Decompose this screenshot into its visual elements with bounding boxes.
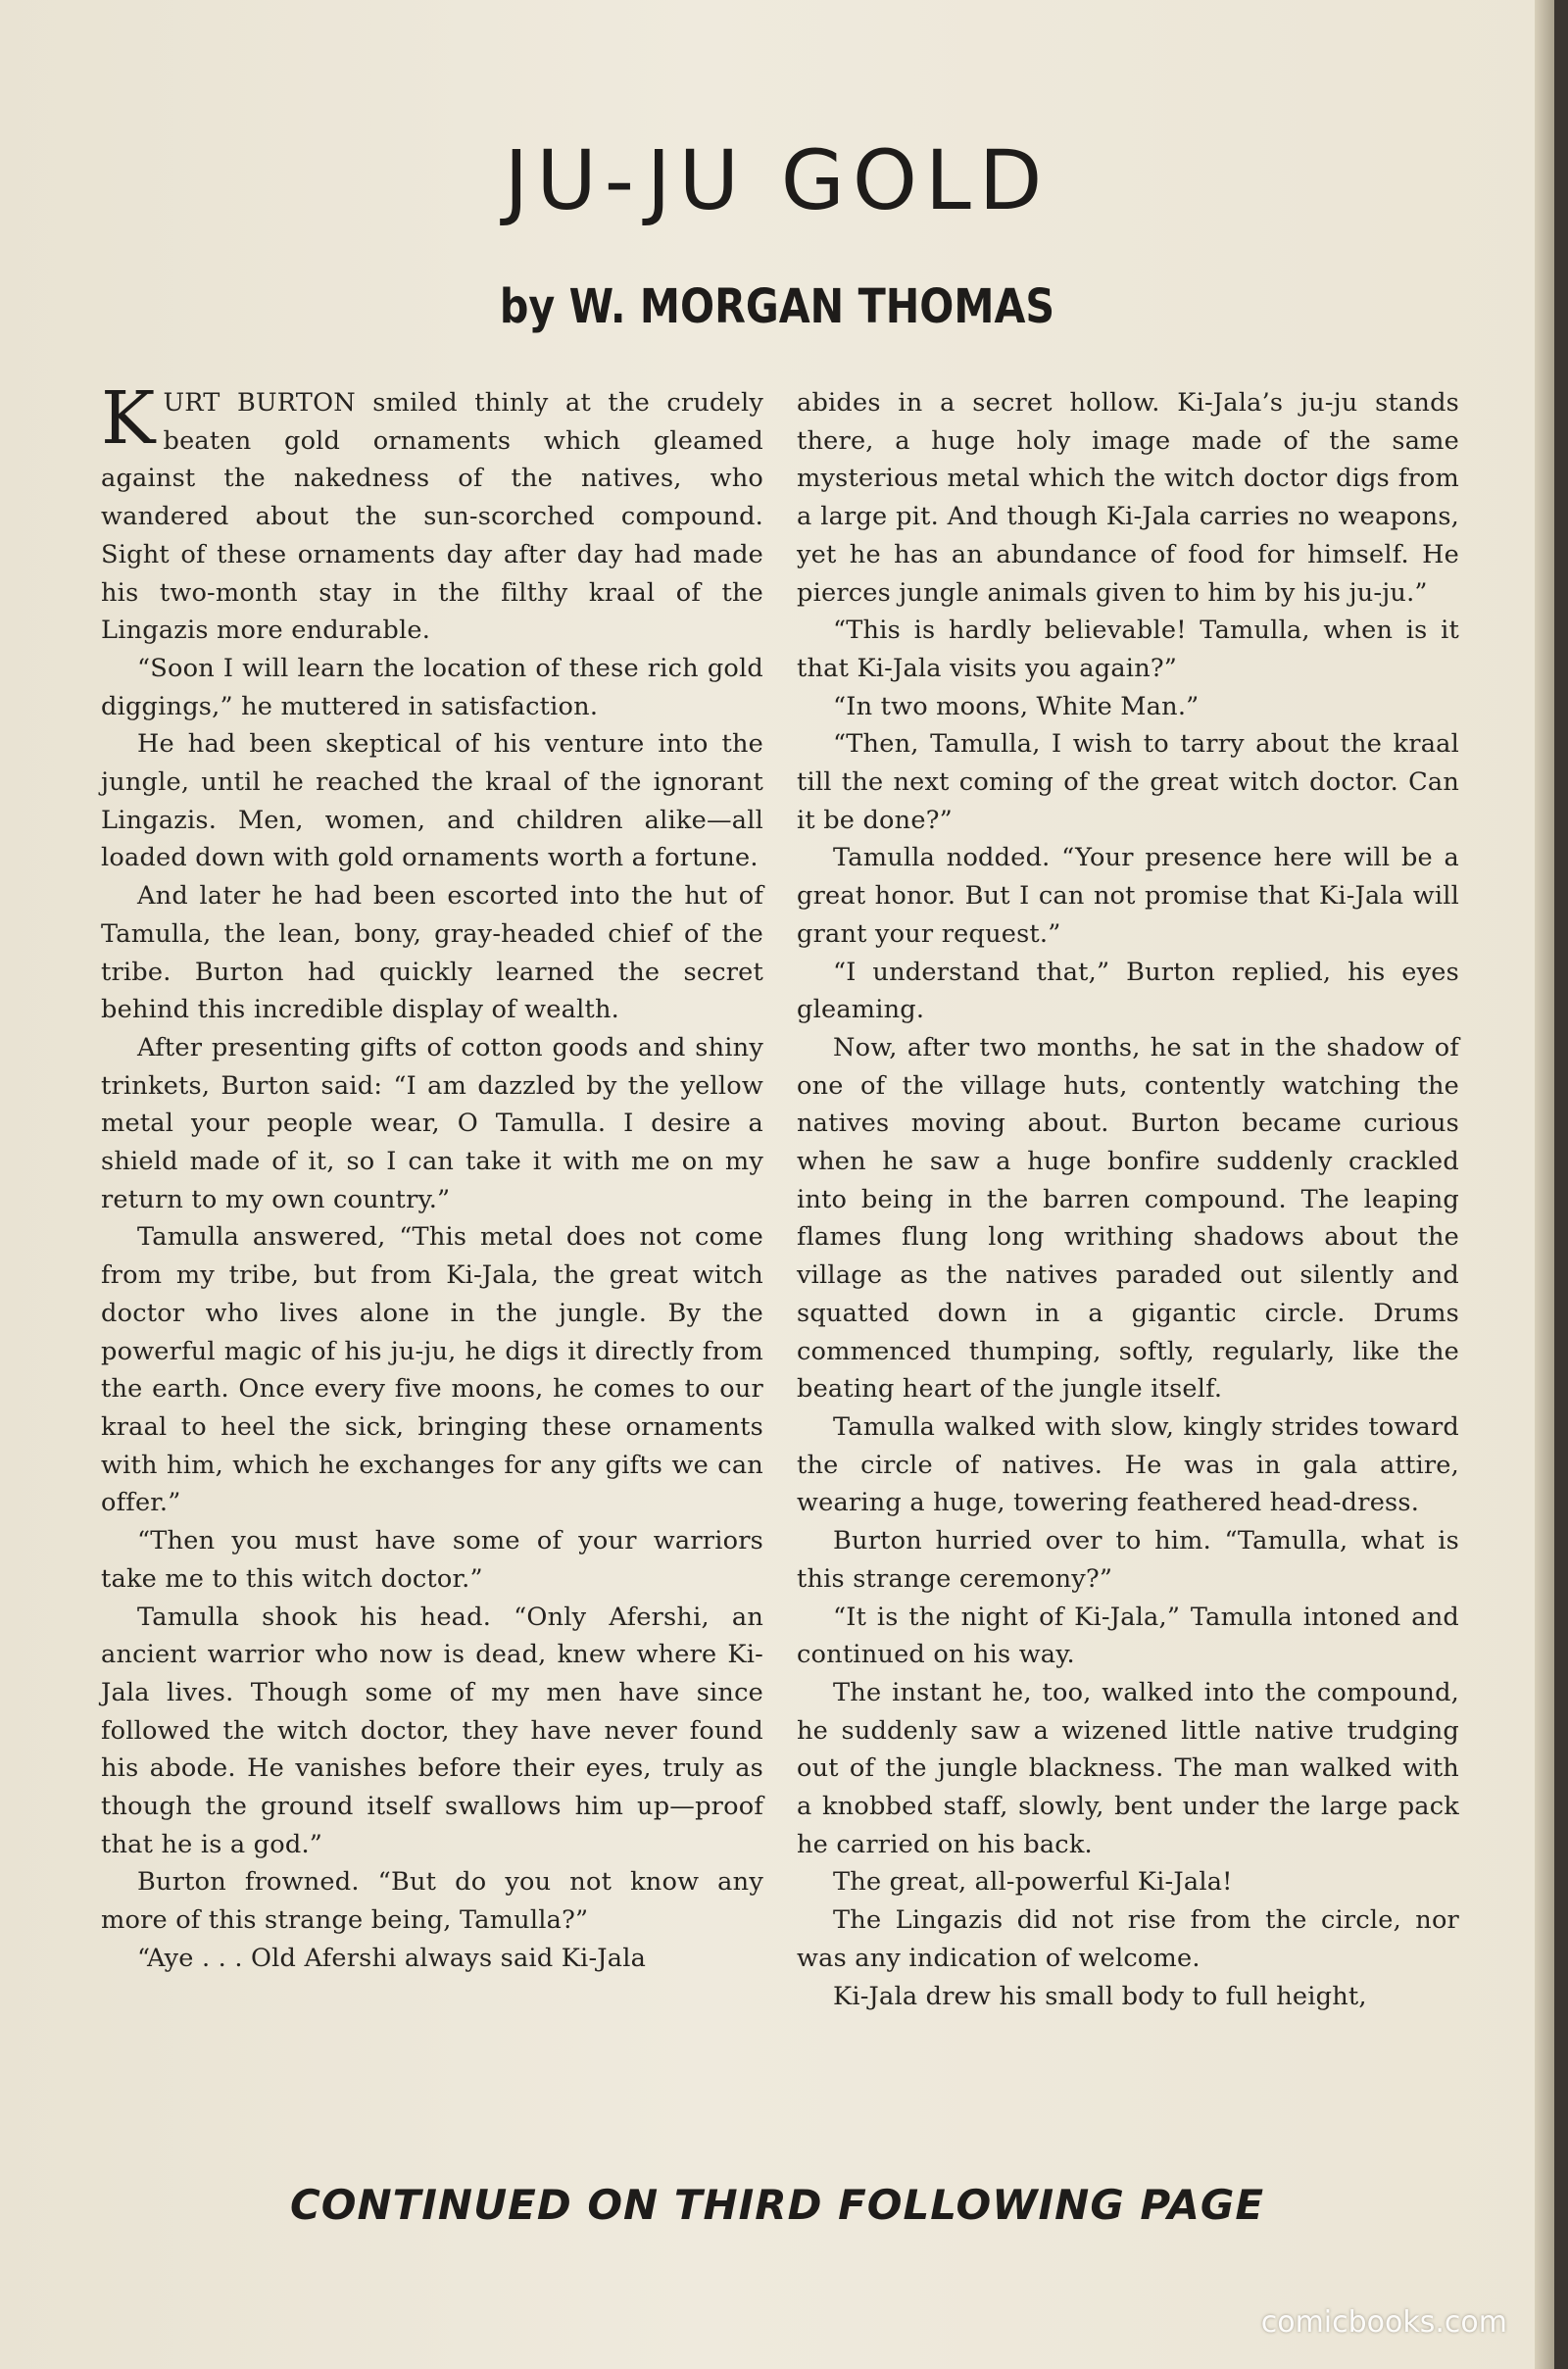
paragraph: Now, after two months, he sat in the shadow of one of the village huts, contently watching the natives moving about. Burton became curious when he saw a huge bonfire suddenly crackled into being in the barren compound. The leaping flames flung long writhing shadows about the village as the natives paraded out silently and squatted down in a gigantic circle. Drums commenced thumping, softly, regularly, like the beating heart of the jungle itself. xyxy=(797,1032,1459,1405)
paragraph: Burton hurried over to him. “Tamulla, what is this strange ceremony?” xyxy=(797,1526,1459,1594)
paragraph: “It is the night of Ki-Jala,” Tamulla intoned and continued on his way. xyxy=(797,1602,1459,1670)
paragraph: Tamulla walked with slow, kingly strides toward the circle of natives. He was in gala attire, wearing a huge, towering feathered head-dress. xyxy=(797,1411,1459,1518)
paragraph: Tamulla shook his head. “Only Afershi, an ancient warrior who now is dead, knew where Ki-Jala lives. Though some of my men have since followed the witch doctor, they have never found his abode. He vanishes before their eyes, truly as though the ground itself swallows him up—proof that he is a god.” xyxy=(101,1602,763,1859)
right-column xyxy=(797,384,1459,2015)
paragraph: He had been skeptical of his venture into the jungle, until he reached the kraal of the ignorant Lingazis. Men, women, and children alike—all loaded down with gold ornaments worth a fortune. xyxy=(101,729,763,873)
paragraph: “Then you must have some of your warriors take me to this witch doctor.” xyxy=(101,1526,763,1594)
paragraph: “Soon I will learn the location of these rich gold diggings,” he muttered in satisfaction. xyxy=(101,653,763,721)
left-column xyxy=(101,376,763,1978)
byline: by W. MORGAN THOMAS xyxy=(499,279,1055,334)
paragraph: “Aye . . . Old Afershi always said Ki-Jala xyxy=(137,1943,647,1973)
paragraph xyxy=(101,376,763,650)
paragraph: “In two moons, White Man.” xyxy=(833,691,1200,721)
continued-footer: CONTINUED ON THIRD FOLLOWING PAGE xyxy=(289,2181,1265,2229)
page-edge xyxy=(1535,0,1554,2369)
paragraph: “Then, Tamulla, I wish to tarry about the kraal till the next coming of the great witch doctor. Can it be done?” xyxy=(797,729,1459,835)
paragraph: Tamulla answered, “This metal does not come from my tribe, but from Ki-Jala, the great witch doctor who lives alone in the jungle. By the powerful magic of his ju-ju, he digs it directly from the earth. Once every five moons, he comes to our kraal to heel the sick, bringing these ornaments with him, which he exchanges for any gifts we can offer.” xyxy=(101,1222,763,1518)
paragraph: The Lingazis did not rise from the circle, nor was any indication of welcome. xyxy=(797,1905,1459,1973)
paragraph: abides in a secret hollow. Ki-Jala’s ju-ju stands there, a huge holy image made of the same mysterious metal which the witch doctor digs from a large pit. And though Ki-Jala carries no weapons, yet he has an abundance of food for himself. He pierces jungle animals given to him by his ju-ju.” xyxy=(797,388,1459,608)
watermark: comicbooks.com xyxy=(1260,2305,1507,2340)
paragraph: The great, all-powerful Ki-Jala! xyxy=(833,1867,1233,1898)
paragraph-text: URT BURTON smiled thinly at the crudely beaten gold ornaments which gleamed against the nakedness of the natives, who wandered about the sun-scorched compound. Sight of these ornaments day after day had made his two-month stay in the filthy kraal of the Lingazis more endurable. xyxy=(101,388,763,646)
paragraph: And later he had been escorted into the hut of Tamulla, the lean, bony, gray-headed chief of the tribe. Burton had quickly learned the secret behind this incredible display of wealth. xyxy=(101,881,763,1025)
story-title: JU-JU GOLD xyxy=(504,132,1051,228)
paragraph: The instant he, too, walked into the compound, he suddenly saw a wizened little native trudging out of the jungle blackness. The man walked with a knobbed staff, slowly, bent under the large pack he carried on his back. xyxy=(797,1677,1459,1859)
paragraph: Ki-Jala drew his small body to full height, xyxy=(833,1981,1367,2011)
drop-cap: K xyxy=(101,376,156,461)
paragraph: After presenting gifts of cotton goods and shiny trinkets, Burton said: “I am dazzled by the yellow metal your people wear, O Tamulla. I desire a shield made of it, so I can take it with me on my return to my own country.” xyxy=(101,1032,763,1214)
paragraph: Burton frowned. “But do you not know any more of this strange being, Tamulla?” xyxy=(101,1867,763,1936)
paragraph: “This is hardly believable! Tamulla, when is it that Ki-Jala visits you again?” xyxy=(797,616,1459,683)
paragraph: Tamulla nodded. “Your presence here will be a great honor. But I can not promise that Ki-Jala will grant your request.” xyxy=(797,843,1459,949)
paragraph: “I understand that,” Burton replied, his eyes gleaming. xyxy=(797,957,1459,1025)
